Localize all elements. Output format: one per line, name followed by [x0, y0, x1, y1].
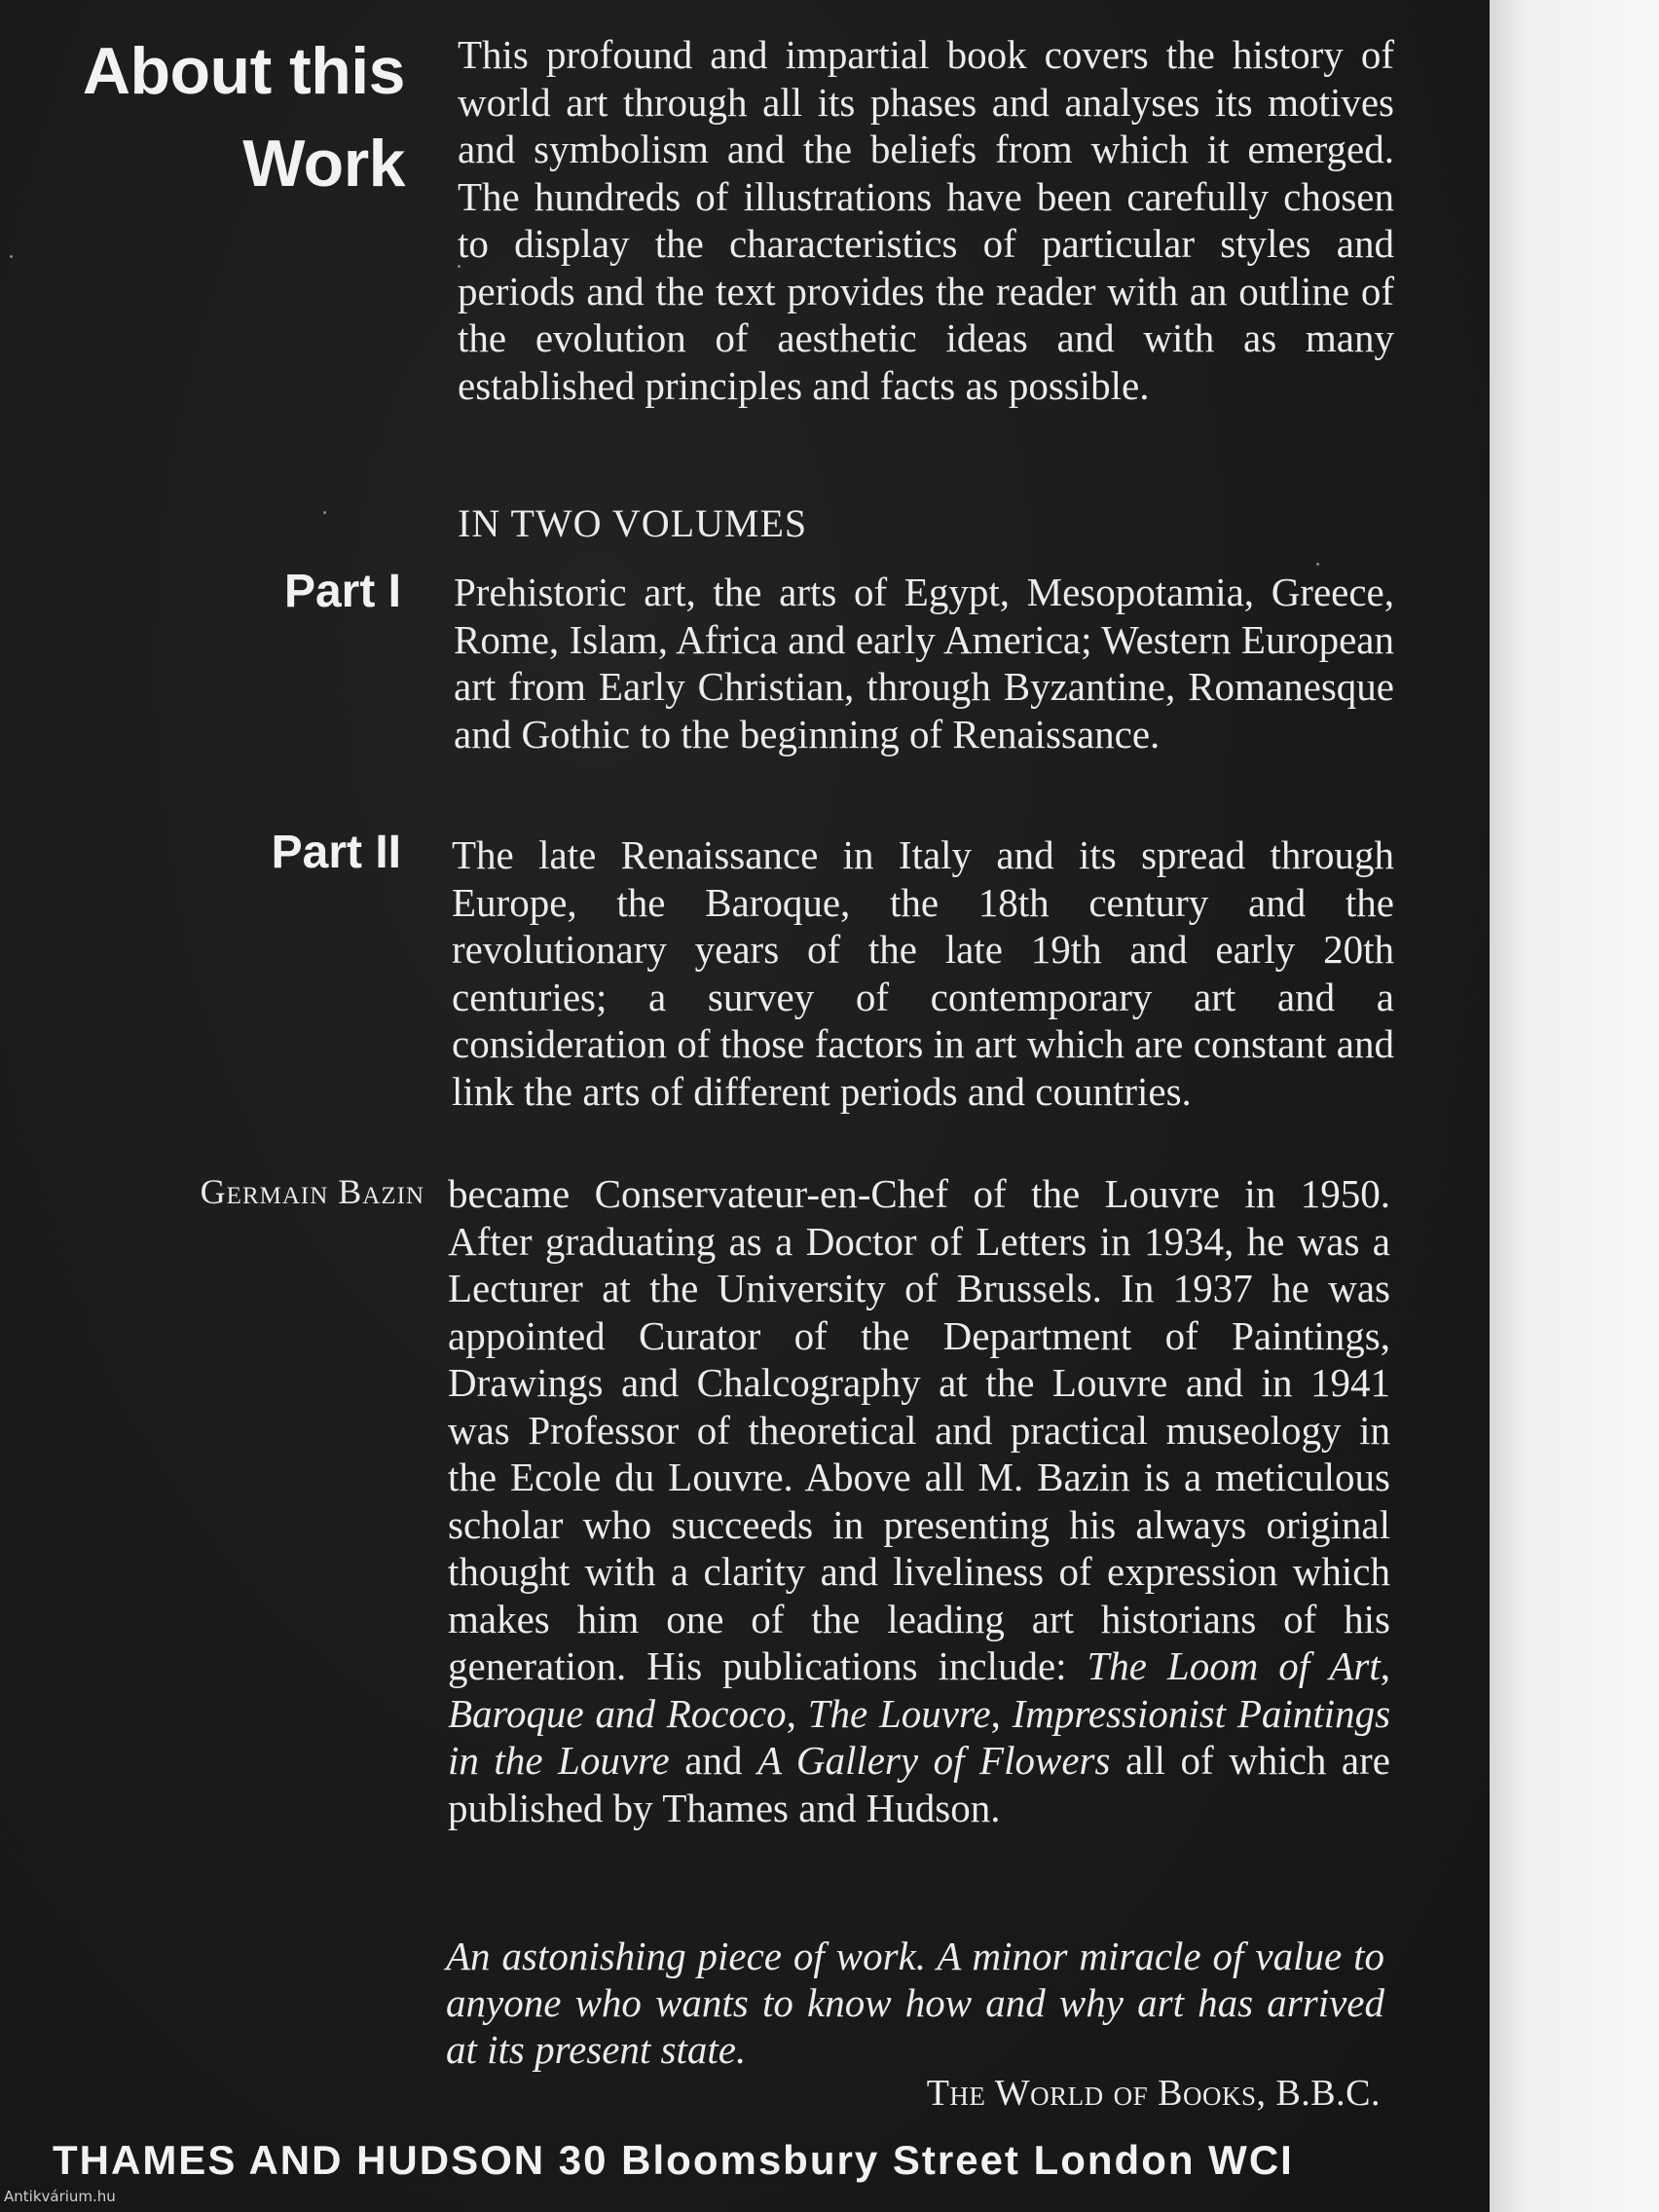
watermark: Antikvárium.hu — [4, 2188, 116, 2205]
intro-paragraph: This profound and impartial book covers the history of world art through all its phases and analyses its motives and symbolism and the beliefs from which it emerged. The hundreds of illustrations have been carefully chosen to display the characteristics of particular styles and periods and the text provides the reader with an outline of the evolution of aesthetic ideas and with as many established principles and facts as possible. — [458, 32, 1394, 408]
print-speck — [10, 255, 13, 258]
part1-description: Prehistoric art, the arts of Egypt, Mesopotamia, Greece, Rome, Islam, Africa and early America; Western European art from Early Christian, through Byzantine, Romanesque and Gothic to the beginning of Renaissance. — [454, 570, 1394, 756]
part2-description: The late Renaissance in Italy and its spread through Europe, the Baroque, the 18th century and the revolutionary years of the late 19th and early 20th centuries; a survey of contemporary art and a consideration of those factors in art which are constant and link the arts of different periods and countries. — [452, 832, 1394, 1114]
about-heading-line1: About this — [82, 34, 405, 108]
book-title: A Gallery of Flowers — [756, 1738, 1111, 1783]
about-heading — [83, 25, 405, 210]
page-edge — [1490, 0, 1659, 2212]
book-title: The Loom of Art — [1087, 1643, 1381, 1688]
book-title: Impressionist Paintings in the Louvre — [448, 1690, 1391, 1783]
author-name: Germain Bazin — [200, 1172, 424, 1211]
print-speck — [1316, 563, 1319, 566]
book-title: Baroque and Rococo — [448, 1690, 787, 1736]
book-title: The Louvre — [807, 1690, 991, 1736]
review-quote: An astonishing piece of work. A minor miracle of value to anyone who wants to know how and why art has arrived at its present state. — [446, 1934, 1384, 2072]
volumes-label: IN TWO VOLUMES — [458, 501, 808, 545]
about-heading-line2: Work — [242, 127, 405, 201]
title-separator: and — [669, 1738, 757, 1783]
print-speck — [323, 511, 326, 514]
title-separator: , — [786, 1690, 808, 1736]
author-bio-text: became Conservateur-en-Chef of the Louvre in 1950. After graduating as a Doctor of Letters in 1934, he was a Lecturer at the University of Brussels. In 1937 he was appointed Curator of the Department of Paintings, Drawings and Chalcography at the Louvre and in 1941 was Professor of theoretical and practical museology in the Ecole du Louvre. Above all M. Bazin is a meticulous scholar who succeeds in presenting his always original thought with a clarity and liveliness of expression which makes him one of the leading art historians of his generation. His publications include: — [448, 1171, 1390, 1688]
title-separator: , — [990, 1690, 1013, 1736]
review-source: The World of Books, B.B.C. — [926, 2073, 1381, 2114]
part1-heading: Part I — [283, 566, 401, 617]
author-biography — [448, 1170, 1390, 1831]
author-bio-ending: all of which are published by Thames and Hudson. — [448, 1738, 1390, 1830]
part2-heading: Part II — [271, 827, 401, 878]
publisher-line: THAMES AND HUDSON 30 Bloomsbury Street London WCI — [53, 2137, 1294, 2183]
title-separator: , — [1380, 1643, 1391, 1688]
